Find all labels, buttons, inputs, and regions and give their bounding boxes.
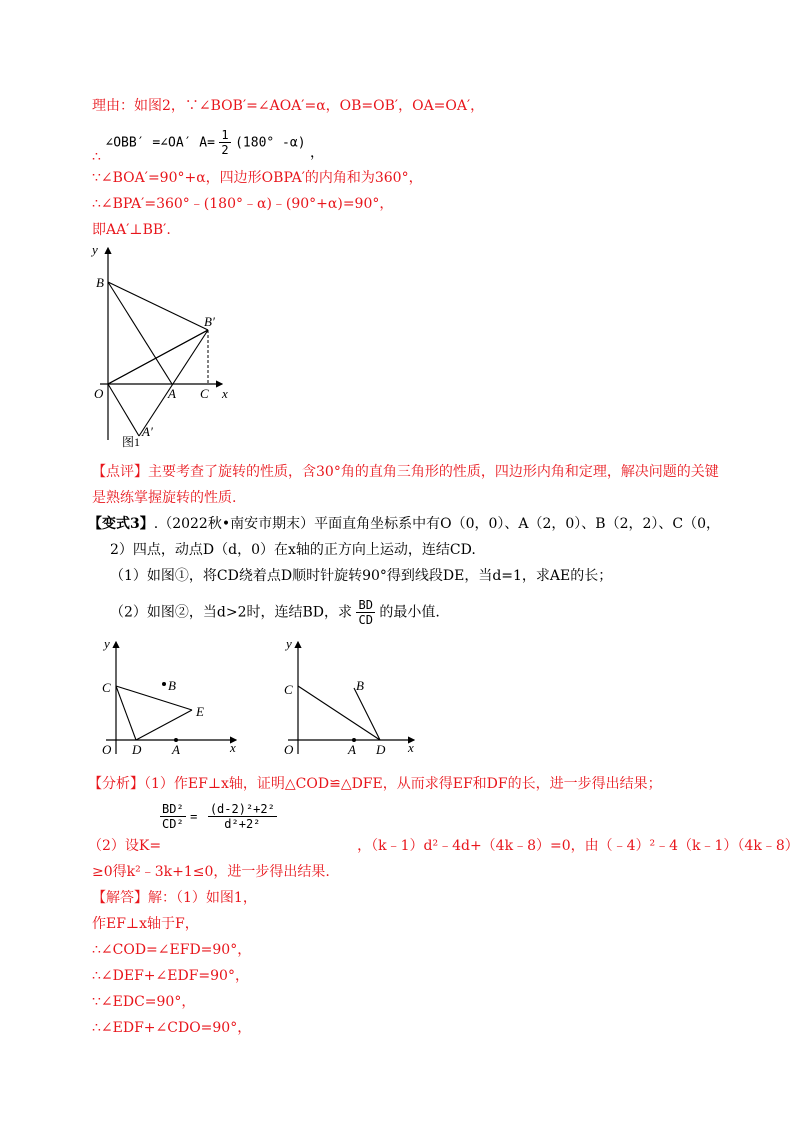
segment-BD bbox=[354, 688, 380, 740]
variant-line-2: 2）四点，动点D（d，0）在x轴的正方向上运动，连结CD. bbox=[110, 542, 476, 558]
label-Bprime: B′ bbox=[204, 314, 215, 329]
k2-fraction-denominator: d²+2² bbox=[224, 817, 261, 831]
answer-tag: 【解答】 bbox=[92, 890, 148, 906]
label-y: y bbox=[92, 242, 98, 257]
segment-OBprime-2 bbox=[108, 330, 208, 384]
label-B: B bbox=[356, 678, 364, 693]
label-A: A bbox=[172, 742, 180, 757]
analysis-line-2 bbox=[88, 836, 799, 856]
answer-line-2: 作EF⊥x轴于F， bbox=[92, 916, 199, 932]
label-E: E bbox=[196, 704, 204, 719]
analysis-k-formula bbox=[160, 802, 277, 831]
comment-line-1 bbox=[92, 462, 719, 482]
k-fraction-denominator: CD² bbox=[162, 817, 184, 831]
reason-line-5: 即AA′⊥BB′. bbox=[92, 222, 171, 238]
reason-line-3: ∵∠BOA′=90°+α，四边形OBPA′的内角和为360°， bbox=[92, 170, 423, 186]
analysis-tag: 【分析】 bbox=[88, 776, 144, 792]
therefore-symbol: ∴ bbox=[92, 148, 101, 165]
label-Aprime: A′ bbox=[142, 424, 153, 439]
label-x: x bbox=[230, 740, 236, 755]
segment-OAprime bbox=[108, 384, 139, 436]
label-C: C bbox=[200, 386, 209, 401]
label-C: C bbox=[102, 680, 111, 695]
answer-line-4: ∴∠DEF+∠EDF=90°， bbox=[92, 968, 249, 984]
reason-line-4: ∴∠BPA′=360°﹣(180°﹣α)﹣(90°+α)=90°， bbox=[92, 196, 394, 212]
label-O: O bbox=[94, 386, 104, 401]
question-2-left: （2）如图②，当d>2时，连结BD，求 bbox=[110, 604, 353, 621]
label-x: x bbox=[222, 386, 228, 401]
analysis-line-1 bbox=[88, 774, 662, 794]
k2-fraction-numerator: (d-2)²+2² bbox=[209, 802, 275, 816]
label-x: x bbox=[408, 740, 414, 755]
label-D: D bbox=[376, 742, 386, 757]
label-A: A bbox=[168, 386, 176, 401]
question-1: （1）如图①，将CD绕着点D顺时针旋转90°得到线段DE，当d=1，求AE的长； bbox=[110, 568, 613, 584]
segment-CD bbox=[298, 686, 380, 740]
question-2-right: 的最小值. bbox=[379, 604, 440, 621]
analysis-line-3: ≥0得k²﹣3k+1≤0，进一步得出结果. bbox=[92, 864, 330, 880]
label-C: C bbox=[284, 682, 293, 697]
label-O: O bbox=[284, 742, 294, 757]
segment-AprimeBprime bbox=[139, 330, 208, 436]
comment-tag: 【点评】 bbox=[92, 464, 148, 480]
formula-angle-equality: ∠OBB′ =∠OA′ A= bbox=[105, 135, 215, 151]
label-O: O bbox=[102, 742, 112, 757]
point-B bbox=[162, 682, 166, 686]
variant-line-1 bbox=[88, 514, 720, 534]
analysis-text-2-mid: ，（k﹣1）d²﹣4d+（4k﹣8）=0，由（﹣4）²﹣4（k﹣1）（4k﹣8） bbox=[357, 838, 799, 854]
answer-line-1 bbox=[92, 888, 257, 908]
fraction-numerator: BD bbox=[358, 598, 373, 612]
label-D: D bbox=[132, 742, 142, 757]
segment-CD bbox=[116, 686, 136, 740]
analysis-text-2-prefix: （2）设K= bbox=[88, 838, 162, 854]
label-y: y bbox=[104, 636, 110, 651]
figure-caption: 图1 bbox=[122, 435, 141, 449]
k-fraction-numerator: BD² bbox=[162, 802, 184, 816]
answer-text-1: 解：（1）如图1， bbox=[148, 890, 257, 906]
answer-line-5: ∵∠EDC=90°， bbox=[92, 994, 196, 1010]
formula-tail: ， bbox=[310, 144, 324, 161]
formula-half-fraction bbox=[219, 128, 230, 157]
comment-text-1: 主要考查了旋转的性质，含30°角的直角三角形的性质，四边形内角和定理，解决问题的关键 bbox=[148, 464, 719, 480]
formula-angle-expression: (180° -α) bbox=[235, 135, 306, 151]
figure-2-diagram bbox=[88, 636, 258, 760]
fraction-denominator: CD bbox=[358, 613, 373, 627]
label-A: A bbox=[348, 742, 356, 757]
label-B: B bbox=[168, 678, 176, 693]
question-2-fraction bbox=[356, 598, 374, 627]
figure-3-diagram bbox=[276, 636, 436, 760]
answer-line-3: ∴∠COD=∠EFD=90°， bbox=[92, 942, 252, 958]
k-equals: = bbox=[190, 809, 198, 824]
variant-text-1: .（2022秋•南安市期末）平面直角坐标系中有O（0，0）、A（2，0）、B（2，2）、C（0， bbox=[153, 516, 721, 532]
k2-fraction bbox=[208, 802, 277, 831]
reason-line-2 bbox=[92, 128, 324, 165]
analysis-text-1: （1）作EF⊥x轴，证明△COD≌△DFE，从而求得EF和DF的长，进一步得出结果； bbox=[144, 776, 662, 792]
label-y: y bbox=[286, 636, 292, 651]
reason-line-1: 理由：如图2，∵∠BOB′=∠AOA′=α，OB=OB′，OA=OA′， bbox=[92, 98, 485, 114]
answer-line-6: ∴∠EDF+∠CDO=90°， bbox=[92, 1020, 252, 1036]
segment-CE bbox=[116, 686, 192, 710]
variant-tag: 【变式3】 bbox=[88, 516, 154, 532]
fraction-numerator: 1 bbox=[221, 128, 229, 142]
fraction-denominator: 2 bbox=[221, 143, 229, 157]
comment-line-2: 是熟练掌握旋转的性质. bbox=[92, 490, 237, 506]
segment-DE bbox=[136, 710, 192, 740]
k-fraction bbox=[160, 802, 186, 831]
label-B: B bbox=[96, 275, 104, 290]
question-2 bbox=[110, 598, 440, 627]
figure-1-diagram bbox=[88, 240, 238, 450]
